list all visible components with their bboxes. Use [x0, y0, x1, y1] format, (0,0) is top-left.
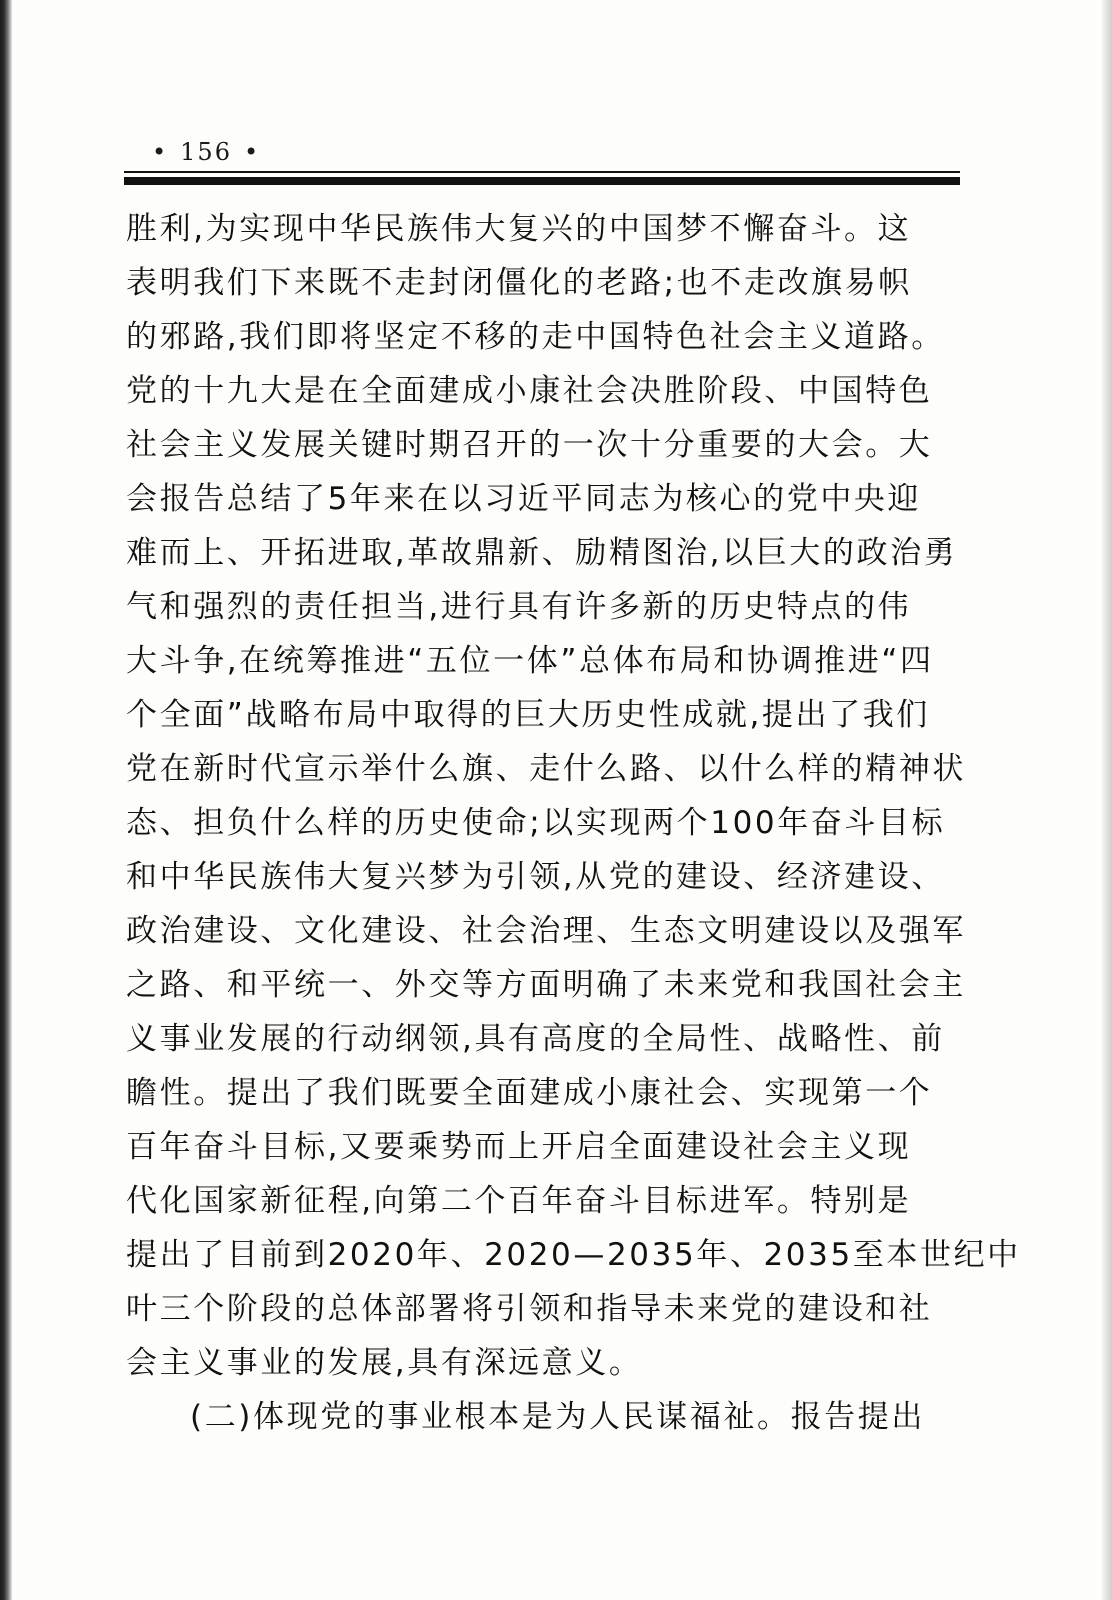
- text-line: 代化国家新征程,向第二个百年奋斗目标进军。特别是: [126, 1183, 912, 1219]
- text-line: 大斗争,在统筹推进“五位一体”总体布局和协调推进“四: [126, 643, 934, 679]
- page-edge: [1102, 0, 1112, 1600]
- page-binding-shadow: [0, 0, 12, 1600]
- text-line: 党的十九大是在全面建成小康社会决胜阶段、中国特色: [126, 373, 933, 409]
- text-line: 胜利,为实现中华民族伟大复兴的中国梦不懈奋斗。这: [126, 211, 912, 247]
- body-text: [126, 202, 1021, 1444]
- text-line: 瞻性。提出了我们既要全面建成小康社会、实现第一个: [126, 1075, 933, 1111]
- text-line: 党在新时代宣示举什么旗、走什么路、以什么样的精神状: [126, 751, 966, 787]
- page-number: 156: [180, 138, 232, 166]
- text-line: 表明我们下来既不走封闭僵化的老路;也不走改旗易帜: [126, 265, 912, 301]
- text-line: 会主义事业的发展,具有深远意义。: [126, 1345, 643, 1381]
- text-line: 个全面”战略布局中取得的巨大历史性成就,提出了我们: [126, 697, 930, 733]
- text-line: 政治建设、文化建设、社会治理、生态文明建设以及强军: [126, 913, 966, 949]
- text-line: 难而上、开拓进取,革故鼎新、励精图治,以巨大的政治勇: [126, 535, 958, 571]
- page-header: [140, 138, 272, 166]
- header-rule-thin: [124, 171, 960, 173]
- text-line: 的邪路,我们即将坚定不移的走中国特色社会主义道路。: [126, 319, 945, 355]
- section-heading-line: (二)体现党的事业根本是为人民谋福祉。报告提出: [190, 1399, 925, 1435]
- text-line: 和中华民族伟大复兴梦为引领,从党的建设、经济建设、: [126, 859, 945, 895]
- text-line: 百年奋斗目标,又要乘势而上开启全面建设社会主义现: [126, 1129, 912, 1165]
- text-line: 气和强烈的责任担当,进行具有许多新的历史特点的伟: [126, 589, 912, 625]
- header-rule-thick: [124, 177, 960, 185]
- text-line: 态、担负什么样的历史使命;以实现两个100年奋斗目标: [126, 805, 946, 841]
- text-line: 之路、和平统一、外交等方面明确了未来党和我国社会主: [126, 967, 966, 1003]
- text-line: 提出了目前到2020年、2020—2035年、2035至本世纪中: [126, 1237, 1021, 1273]
- text-line: 叶三个阶段的总体部署将引领和指导未来党的建设和社: [126, 1291, 933, 1327]
- text-line: 义事业发展的行动纲领,具有高度的全局性、战略性、前: [126, 1021, 945, 1057]
- text-line: 会报告总结了5年来在以习近平同志为核心的党中央迎: [126, 481, 922, 517]
- header-dot-left: •: [152, 138, 169, 166]
- text-line: 社会主义发展关键时期召开的一次十分重要的大会。大: [126, 427, 933, 463]
- header-dot-right: •: [243, 138, 261, 166]
